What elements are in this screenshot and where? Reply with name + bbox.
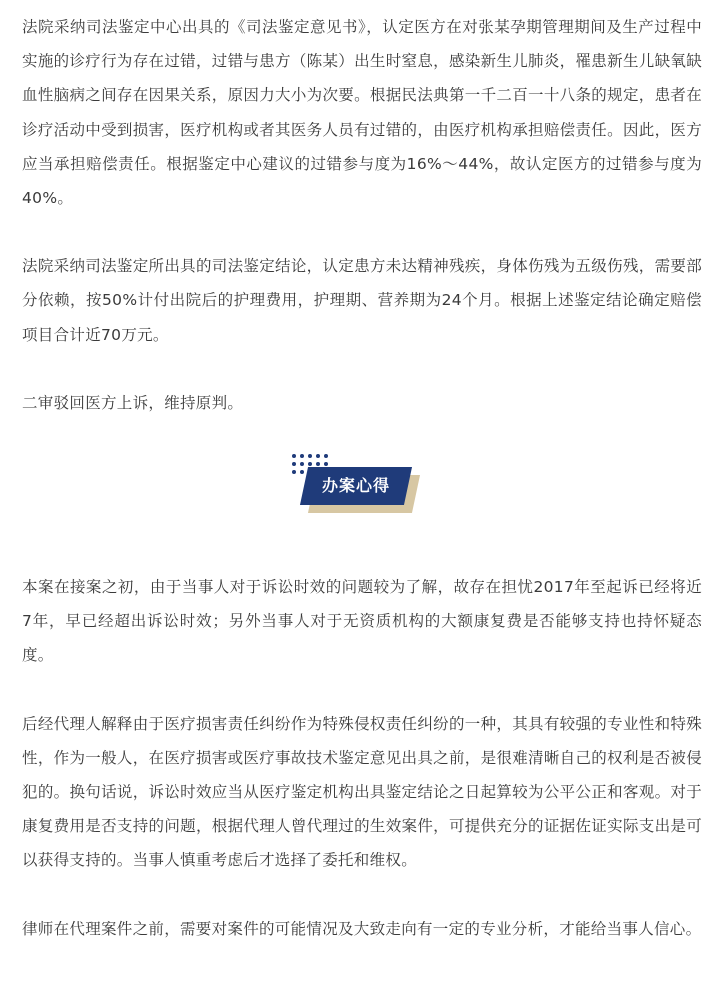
paragraph-second-instance-ruling: 二审驳回医方上诉，维持原判。 [22,393,244,412]
paragraph-case-intake: 本案在接案之初，由于当事人对于诉讼时效的问题较为了解，故存在担忧2017年至起诉已经将近7年，早已经超出诉讼时效；另外当事人对于无资质机构的大额康复费是否能够支持也持怀疑态度。 [22,578,702,665]
paragraph-agent-explanation: 后经代理人解释由于医疗损害责任纠纷作为特殊侵权责任纠纷的一种，其具有较强的专业性和特殊性，作为一般人，在医疗损害或医疗事故技术鉴定意见出具之前，是很难清晰自己的权利是否被侵犯的。换句话说，诉讼时效应当从医疗鉴定机构出具鉴定结论之日起算较为公平公正和客观。对于康复费用是否支持的问题，根据代理人曾代理过的生效案件，可提供充分的证据佐证实际支出是可以获得支持的。当事人慎重考虑后才选择了委托和维权。 [22,714,702,870]
article-body [22,10,702,946]
paragraph-lawyer-advice: 律师在代理案件之前，需要对案件的可能情况及大致走向有一定的专业分析，才能给当事人信心。 [22,919,702,938]
section-heading: 办案心得 [321,476,390,496]
section-heading-block [22,420,702,540]
paragraph-court-adopts-appraisal: 法院采纳司法鉴定中心出具的《司法鉴定意见书》，认定医方在对张某孕期管理期间及生产过程中实施的诊疗行为存在过错，过错与患方（陈某）出生时窒息，感染新生儿肺炎，罹患新生儿缺氧缺血性脑病之间存在因果关系，原因力大小为次要。根据民法典第一千二百一十八条的规定，患者在诊疗活动中受到损害，医疗机构或者其医务人员有过错的，由医疗机构承担赔偿责任。因此，医方应当承担赔偿责任。根据鉴定中心建议的过错参与度为16%～44%，故认定医方的过错参与度为40%。 [22,18,702,208]
paragraph-disability-conclusion: 法院采纳司法鉴定所出具的司法鉴定结论，认定患方未达精神残疾，身体伤残为五级伤残，需要部分依赖，按50%计付出院后的护理费用，护理期、营养期为24个月。根据上述鉴定结论确定赔偿项目合计近70万元。 [22,257,702,344]
